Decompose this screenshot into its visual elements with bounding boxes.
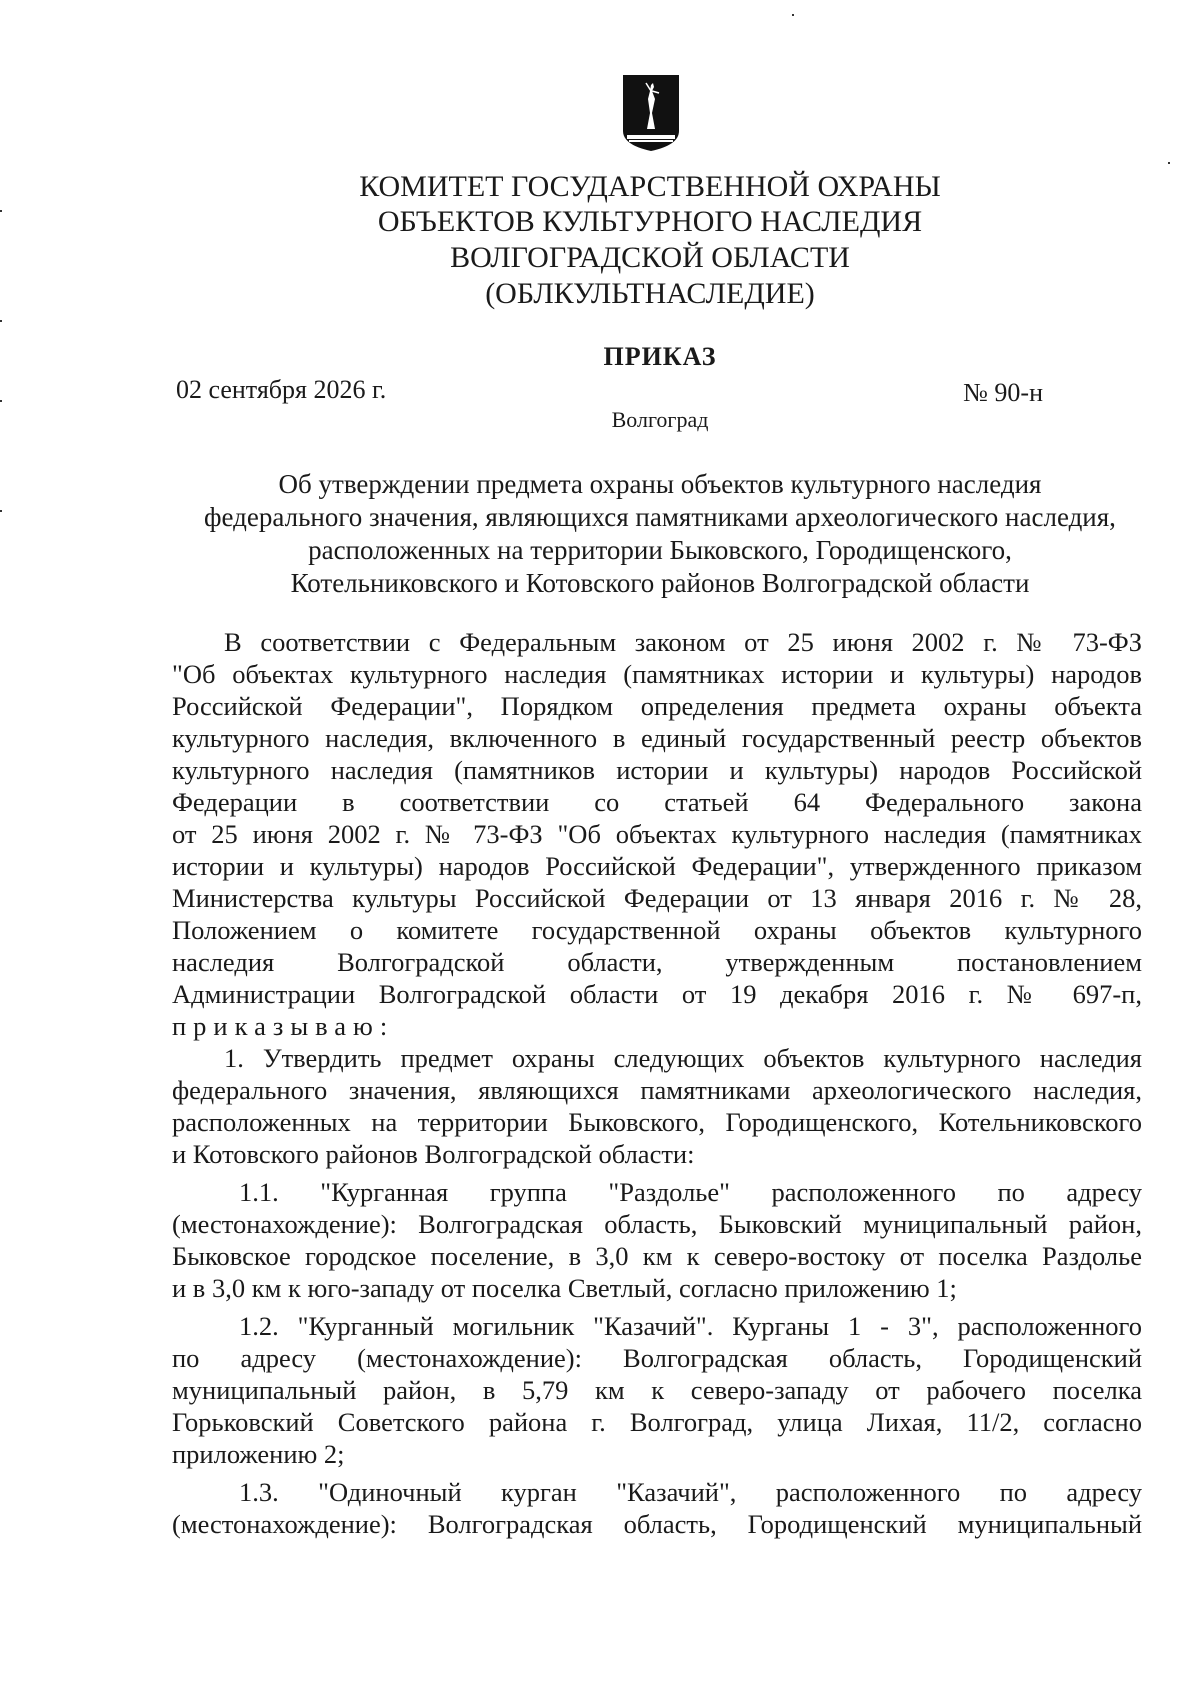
- org-name-line-4: (ОБЛКУЛЬТНАСЛЕДИЕ): [485, 277, 815, 310]
- body-line: от 25 июня 2002 г. № 73-ФЗ "Об объектах культурного наследия (памятниках: [172, 819, 1142, 849]
- body-line: (местонахождение): Волгоградская область, Быковский муниципальный район,: [172, 1209, 1142, 1239]
- body-line: "Об объектах культурного наследия (памятниках истории и культуры) народов: [172, 659, 1142, 689]
- body-line: (местонахождение): Волгоградская область, Городищенский муниципальный: [172, 1509, 1142, 1539]
- body-line: 1.2. "Курганный могильник "Казачий". Курганы 1 - 3", расположенного: [239, 1311, 1142, 1341]
- order-number: № 90-н: [963, 378, 1043, 407]
- order-city: Волгоград: [611, 407, 709, 432]
- body-line-order-word: приказываю:: [172, 1011, 395, 1041]
- body-line: культурного наследия (памятников истории и культуры) народов Российской: [172, 755, 1142, 785]
- body-line: истории и культуры) народов Российской Федерации", утвержденного приказом: [172, 851, 1142, 881]
- body-line: культурного наследия, включенного в единый государственный реестр объектов: [172, 723, 1142, 753]
- subject-line-1: Об утверждении предмета охраны объектов культурного наследия: [278, 469, 1042, 499]
- body-line: Министерства культуры Российской Федерации от 13 января 2016 г. № 28,: [172, 883, 1142, 913]
- body-line: 1.3. "Одиночный курган "Казачий", расположенного по адресу: [239, 1477, 1142, 1507]
- body-line: Горьковский Советского района г. Волгоград, улица Лихая, 11/2, согласно: [172, 1407, 1142, 1437]
- body-line: Российской Федерации", Порядком определения предмета охраны объекта: [172, 691, 1142, 721]
- order-date: 02 сентября 2026 г.: [176, 375, 387, 404]
- document-title: ПРИКАЗ: [603, 342, 717, 371]
- subject-line-4: Котельниковского и Котовского районов Волгоградской области: [290, 568, 1030, 598]
- subject-line-3: расположенных на территории Быковского, Городищенского,: [308, 535, 1012, 565]
- body-line: Федерации в соответствии со статьей 64 Федерального закона: [172, 787, 1142, 817]
- body-line: по адресу (местонахождение): Волгоградская область, Городищенский: [172, 1343, 1142, 1373]
- body-line: приложению 2;: [172, 1439, 345, 1469]
- scan-speck: [1168, 162, 1170, 164]
- subject-line-2: федерального значения, являющихся памятниками археологического наследия,: [204, 502, 1116, 532]
- body-line: 1. Утвердить предмет охраны следующих объектов культурного наследия: [224, 1043, 1142, 1073]
- scan-speck: [792, 14, 794, 16]
- body-line: и Котовского районов Волгоградской области:: [172, 1139, 695, 1169]
- coat-of-arms-emblem: [621, 73, 681, 153]
- body-line: В соответствии с Федеральным законом от 25 июня 2002 г. № 73-ФЗ: [224, 627, 1142, 657]
- org-name-line-3: ВОЛГОГРАДСКОЙ ОБЛАСТИ: [450, 241, 850, 274]
- body-line: Быковское городское поселение, в 3,0 км к северо-востоку от поселка Раздолье: [172, 1241, 1142, 1271]
- body-line: федерального значения, являющихся памятниками археологического наследия,: [172, 1075, 1142, 1105]
- body-line: Положением о комитете государственной охраны объектов культурного: [172, 915, 1142, 945]
- body-line: расположенных на территории Быковского, Городищенского, Котельниковского: [172, 1107, 1142, 1137]
- org-name-line-1: КОМИТЕТ ГОСУДАРСТВЕННОЙ ОХРАНЫ: [359, 170, 941, 203]
- body-line: наследия Волгоградской области, утвержденным постановлением: [172, 947, 1142, 977]
- body-line: муниципальный район, в 5,79 км к северо-западу от рабочего поселка: [172, 1375, 1142, 1405]
- body-line: Администрации Волгоградской области от 19 декабря 2016 г. № 697-п,: [172, 979, 1142, 1009]
- org-name-line-2: ОБЪЕКТОВ КУЛЬТУРНОГО НАСЛЕДИЯ: [377, 205, 923, 238]
- body-line: и в 3,0 км к юго-западу от поселка Светлый, согласно приложению 1;: [172, 1273, 957, 1303]
- scan-edge-marks: [0, 210, 3, 530]
- body-line: 1.1. "Курганная группа "Раздолье" расположенного по адресу: [239, 1177, 1142, 1207]
